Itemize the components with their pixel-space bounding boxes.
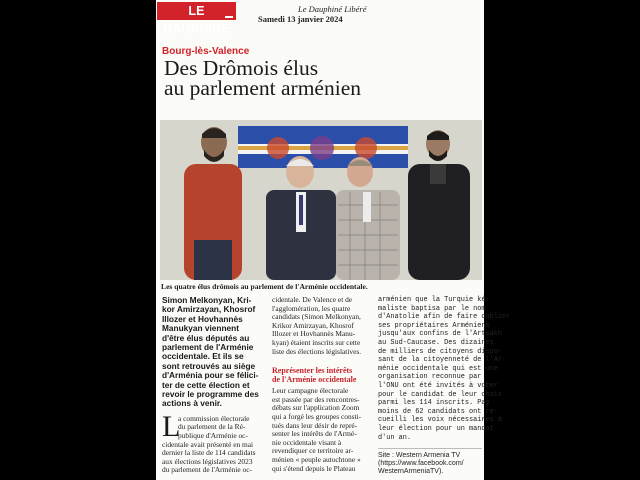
body-line: Illozer et Hovhannès Manu- xyxy=(272,329,356,339)
body-line: pour le candidat de leur choix xyxy=(378,390,503,399)
lead-paragraph xyxy=(162,296,264,409)
body-line: l'ONU ont été invités à voter xyxy=(378,381,498,390)
column-3 xyxy=(378,296,511,476)
body-line: ménien « peuple autochtone » xyxy=(272,454,361,464)
body-line: dernier la liste de 114 candidats xyxy=(162,448,256,458)
body-line: du parlement de l'Arménie oc- xyxy=(162,465,252,475)
body-line: de milliers de citoyens dispo- xyxy=(378,347,503,356)
body-line: organisation reconnue par xyxy=(378,373,482,382)
body-line: qui a forgé les groupes consti- xyxy=(272,411,362,421)
body-line: sant de la citoyenneté de l'Ar- xyxy=(378,356,507,365)
body-line: arménien que la Turquie ké- xyxy=(378,296,490,304)
body-line: maliste baptisa par le nom xyxy=(378,304,486,313)
source-line: WesternArmeniaTV). xyxy=(378,468,444,476)
lead-line: actions à venir. xyxy=(162,398,222,409)
body-line: candidats (Simon Melkonyan, xyxy=(272,312,361,322)
lead-line: Simon Melkonyan, Kri- xyxy=(162,295,252,305)
body-line: Leur campagne électorale xyxy=(272,386,349,396)
body-line: kyan) étaient inscrits sur cette xyxy=(272,337,361,347)
body-line: cidentale. De Valence et de xyxy=(272,295,353,304)
body-line: aux élections législatives 2023 xyxy=(162,456,253,466)
lead-line: sont retrouvés au siège xyxy=(162,360,256,371)
lead-line: occidentale. Et ils se xyxy=(162,351,244,362)
body-line: d'un an. xyxy=(378,433,412,442)
column-2 xyxy=(272,296,372,473)
armenian-flag xyxy=(238,126,408,168)
lead-line: d'être élus députés au xyxy=(162,332,250,343)
body-paragraph xyxy=(162,409,264,475)
body-line: débats sur l'application Zoom xyxy=(272,403,360,413)
body-line: Krikor Amirzayan, Khosrof xyxy=(272,320,354,330)
body-line: a commission électorale xyxy=(178,413,250,423)
body-line: d'Anatolie afin de faire oublier xyxy=(378,313,511,322)
body-line: senter les intérêts de l'Armé- xyxy=(272,429,357,439)
body-line: leur élection pour un mandat xyxy=(378,424,494,433)
body-line: l'agglomération, les quatre xyxy=(272,303,351,313)
body-line: ménie occidentale qui est une xyxy=(378,364,498,373)
publication-date: Samedi 13 janvier 2024 xyxy=(258,14,343,24)
group-photo xyxy=(160,120,482,280)
body-line: liste des élections législatives. xyxy=(272,346,362,356)
body-line: parmi les 114 inscrits. Pas xyxy=(378,399,490,408)
body-line: est passée par des rencontres- xyxy=(272,394,360,404)
lead-line: ter de cette élection et xyxy=(162,379,250,390)
lead-line: revoir le programme des xyxy=(162,389,259,400)
source-line: Site : Western Armenia TV xyxy=(378,452,461,460)
body-line: moins de 62 candidats ont re- xyxy=(378,407,498,416)
subheading-line: de l'Arménie occidentale xyxy=(272,375,357,385)
lead-line: parlement de l'Arménie xyxy=(162,342,254,353)
lead-line: kor Amirzayan, Khosrof xyxy=(162,304,256,315)
subheading-line: Représenter les intérêts xyxy=(272,366,353,376)
headline-line: au parlement arménien xyxy=(164,76,361,100)
lead-line: d'Arménia pour se félici- xyxy=(162,370,259,381)
body-line: cidentale avait présenté en mai xyxy=(162,439,254,449)
source-line: (https://www.facebook.com/ xyxy=(378,460,464,468)
photo-caption: Les quatre élus drômois au parlement de l'Arménie occidentale. xyxy=(161,282,368,291)
body-line: qui s'étend depuis le Plateau xyxy=(272,463,356,473)
body-line: cueilli les voix nécessaires à xyxy=(378,416,503,425)
body-line: tués dans leur désir de repré- xyxy=(272,420,358,430)
body-line: au Sud-Caucase. Des dizaines xyxy=(378,338,494,347)
newspaper-logo: LE DAUPHINÉ xyxy=(157,2,236,20)
headline-line: Des Drômois élus xyxy=(164,56,319,80)
subheading xyxy=(272,366,372,384)
publication-name: Le Dauphiné Libéré xyxy=(298,4,367,14)
lead-line: Manukyan viennent xyxy=(162,323,239,334)
newspaper-page xyxy=(156,0,511,480)
body-line: revendiquer ce territoire ar- xyxy=(272,446,354,456)
body-line: du parlement de la Ré- xyxy=(178,422,246,432)
body-line: nie occidentale visant à xyxy=(272,437,342,447)
section-label: Bourg-lès-Valence xyxy=(162,46,250,57)
column-1 xyxy=(162,296,264,475)
drop-cap: L xyxy=(162,409,181,443)
lead-line: Illozer et Hovhannès xyxy=(162,313,243,324)
source-credit xyxy=(378,448,482,476)
body-line: publique d'Arménie oc- xyxy=(178,431,248,441)
body-line: jusqu'aux confins de l'Artsakh xyxy=(378,330,503,339)
headline xyxy=(164,58,482,98)
body-line: ses propriétaires Arméniens xyxy=(378,321,490,330)
